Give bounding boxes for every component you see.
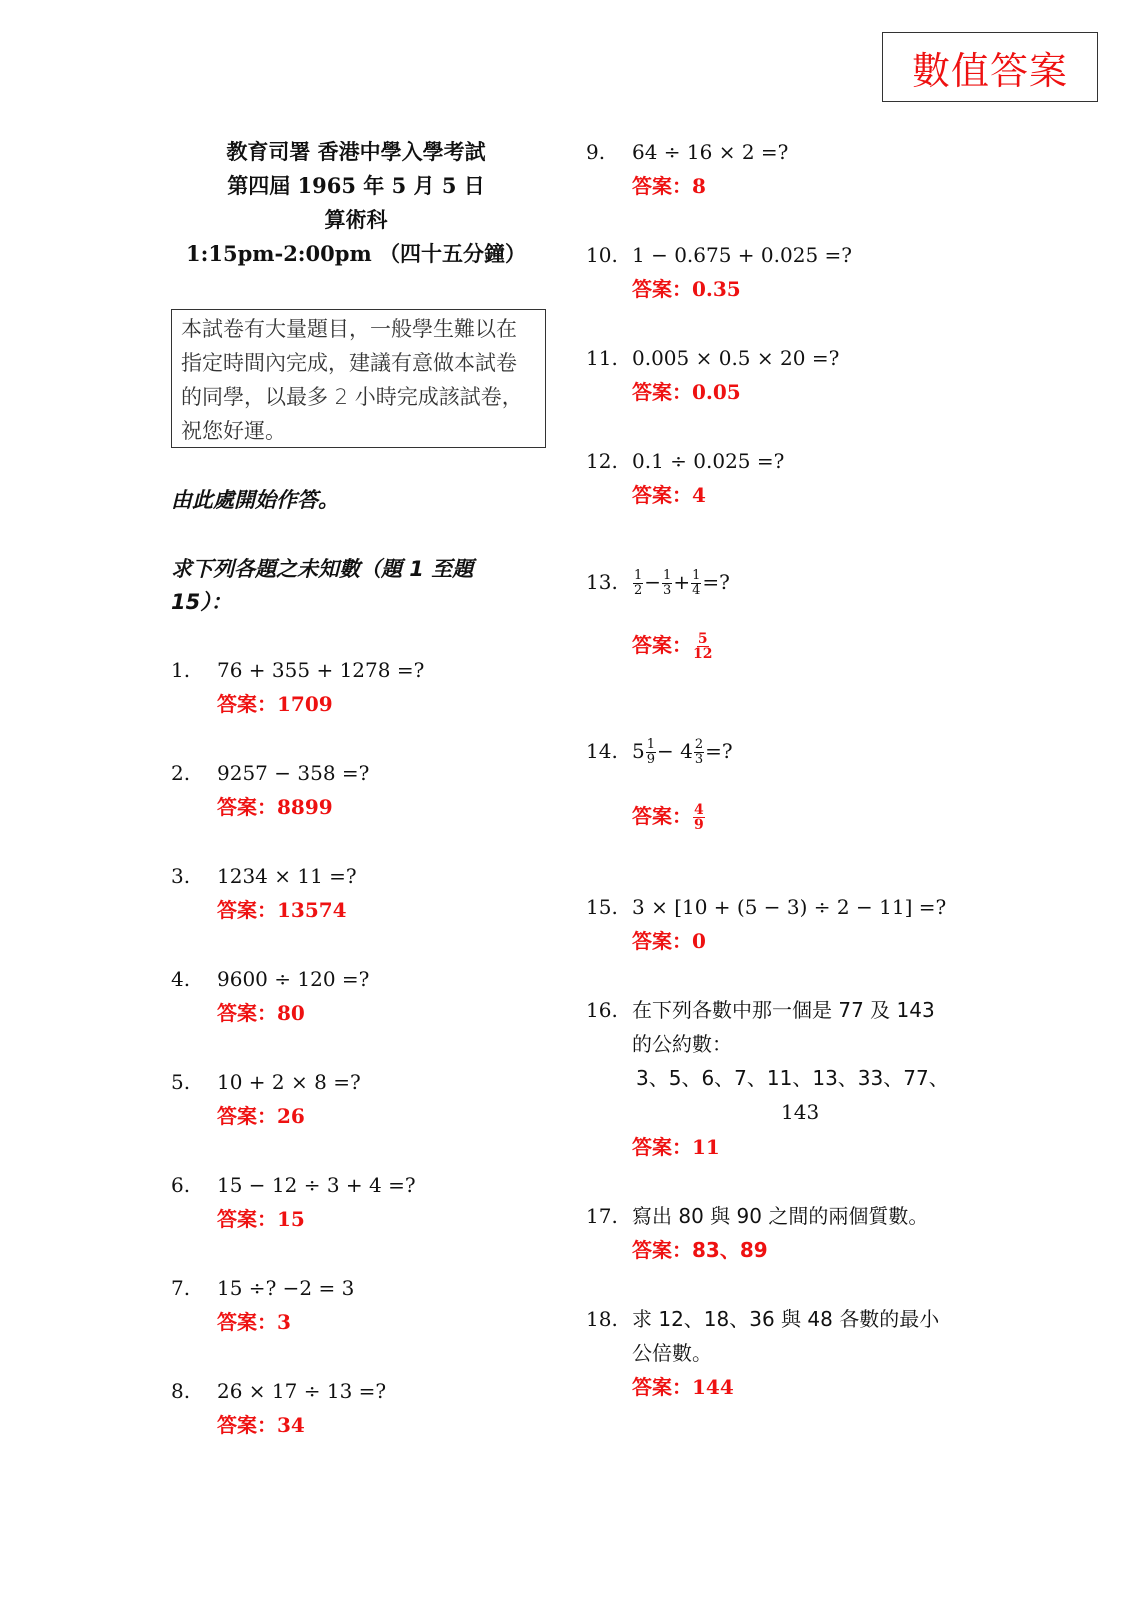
exam-subject: 算術科: [324, 207, 388, 232]
answer-11: [632, 376, 741, 405]
question-text: 64 ÷ 16 × 2 =?: [632, 140, 789, 164]
question-number: 16.: [586, 998, 618, 1022]
answer-label: 答案：: [217, 1104, 277, 1128]
answer-label: 答案：: [217, 1001, 277, 1025]
fraction: $\frac{1}{4}$: [692, 568, 701, 598]
question-text: 寫出 80 與 90 之間的兩個質數。: [632, 1204, 929, 1228]
question-number: 6.: [171, 1173, 191, 1197]
answer-label: 答案：: [217, 795, 277, 819]
answer-value: 11: [692, 1135, 720, 1159]
answer-4: [217, 997, 305, 1026]
answer-15: [632, 925, 706, 954]
answer-value: 4: [692, 483, 706, 507]
start-instruction: 由此處開始作答。: [171, 488, 339, 512]
answer-label: 答案：: [217, 1310, 277, 1334]
question-number: 14.: [586, 739, 618, 763]
answer-9: [632, 170, 706, 199]
question-text: 1 − 0.675 + 0.025 =?: [632, 243, 853, 267]
question-18-line2: 公倍數。: [632, 1341, 712, 1365]
question-16-options-cont: 143: [781, 1100, 820, 1124]
exam-date: 第四屆 1965 年 5 月 5 日: [227, 173, 485, 198]
question-number: 1.: [171, 658, 191, 682]
answer-label: 答案：: [217, 1413, 277, 1437]
question-number: 18.: [586, 1307, 618, 1331]
question-text: 在下列各數中那一個是 77 及 143: [632, 998, 935, 1022]
question-text: 0.1 ÷ 0.025 =?: [632, 449, 785, 473]
answer-label: 答案：: [632, 1375, 692, 1399]
answer-value: 80: [277, 1001, 305, 1025]
answer-value: 3: [277, 1310, 291, 1334]
question-text: 76 + 355 + 1278 =?: [217, 658, 425, 682]
question-text: 1234 × 11 =?: [217, 864, 357, 888]
question-number: 17.: [586, 1204, 618, 1228]
question-text: 15 ÷? −2 = 3: [217, 1276, 355, 1300]
question-number: 12.: [586, 449, 618, 473]
answer-7: [217, 1306, 291, 1335]
answer-fraction: $\frac{4}{9}$: [694, 802, 704, 833]
question-text: 9257 − 358 =?: [217, 761, 370, 785]
question-number: 11.: [586, 346, 618, 370]
answer-label: 答案：: [632, 804, 692, 828]
question-number: 2.: [171, 761, 191, 785]
section-title: 求下列各題之未知數（題 1 至題 15）：: [171, 557, 474, 614]
question-number: 4.: [171, 967, 191, 991]
exam-authority: 教育司署 香港中學入學考試: [226, 139, 486, 164]
answer-label: 答案：: [632, 174, 692, 198]
question-text: 0.005 × 0.5 × 20 =?: [632, 346, 840, 370]
answer-label: 答案：: [217, 1207, 277, 1231]
answer-value: 144: [692, 1375, 734, 1399]
answer-10: [632, 273, 741, 302]
answer-17: [632, 1234, 768, 1263]
exam-note-box: 本試卷有大量題目，一般學生難以在指定時間內完成，建議有意做本試卷的同學，以最多 2 小時完成該試卷，祝您好運。: [171, 309, 546, 448]
fraction: $\frac{1}{3}$: [663, 568, 672, 598]
question-text: $\frac{1}{2}$ − $\frac{1}{3}$ + $\frac{1}{4}$ =?: [634, 568, 730, 598]
fraction: $\frac{1}{2}$: [634, 568, 643, 598]
exam-time: 1:15pm-2:00pm （四十五分鐘）: [185, 241, 526, 266]
answer-label: 答案：: [632, 277, 692, 301]
answer-label: 答案：: [217, 692, 277, 716]
answer-14: [632, 800, 706, 832]
question-number: 7.: [171, 1276, 191, 1300]
answer-label: 答案：: [632, 1135, 692, 1159]
question-16-line2: 的公約數：: [632, 1032, 732, 1056]
answer-label: 答案：: [632, 483, 692, 507]
answer-label: 答案：: [632, 633, 692, 657]
answer-label: 答案：: [632, 380, 692, 404]
answer-value: 15: [277, 1207, 305, 1231]
question-text: 15 − 12 ÷ 3 + 4 =?: [217, 1173, 416, 1197]
answer-value: 1709: [277, 692, 333, 716]
question-number: 3.: [171, 864, 191, 888]
answer-6: [217, 1203, 305, 1232]
question-number: 5.: [171, 1070, 191, 1094]
answer-value: 13574: [277, 898, 347, 922]
answer-value: 0.05: [692, 380, 741, 404]
answer-fraction: $\frac{5}{12}$: [693, 631, 713, 662]
question-text: 26 × 17 ÷ 13 =?: [217, 1379, 387, 1403]
answer-13: [632, 629, 713, 661]
answer-12: [632, 479, 706, 508]
answer-18: [632, 1371, 734, 1400]
fraction: $\frac{1}{9}$: [646, 737, 656, 767]
question-number: 8.: [171, 1379, 191, 1403]
answer-value: 34: [277, 1413, 305, 1437]
answer-value: 26: [277, 1104, 305, 1128]
question-text: 10 + 2 × 8 =?: [217, 1070, 361, 1094]
question-number: 9.: [586, 140, 606, 164]
answer-3: [217, 894, 347, 923]
answer-value: 0: [692, 929, 706, 953]
answer-value: 8899: [277, 795, 333, 819]
answer-label: 答案：: [217, 898, 277, 922]
answer-value: 0.35: [692, 277, 741, 301]
answer-value: 83、89: [692, 1238, 768, 1262]
answer-label: 答案：: [632, 1238, 692, 1262]
answer-2: [217, 791, 333, 820]
question-16-options: 3、5、6、7、11、13、33、77、: [636, 1066, 949, 1090]
question-number: 13.: [586, 570, 618, 594]
question-text: 3 × [10 + (5 − 3) ÷ 2 − 11] =?: [632, 895, 947, 919]
question-number: 10.: [586, 243, 618, 267]
answer-1: [217, 688, 333, 717]
answer-16: [632, 1131, 720, 1160]
question-text: 5 $\frac{1}{9}$ − 4 $\frac{2}{3}$ =?: [632, 737, 733, 767]
question-text: 求 12、18、36 與 48 各數的最小: [632, 1307, 940, 1331]
answer-value: 8: [692, 174, 706, 198]
answer-8: [217, 1409, 305, 1438]
answer-key-stamp: 數值答案: [882, 32, 1098, 102]
answer-label: 答案：: [632, 929, 692, 953]
question-number: 15.: [586, 895, 618, 919]
fraction: $\frac{2}{3}$: [694, 737, 704, 767]
answer-5: [217, 1100, 305, 1129]
question-text: 9600 ÷ 120 =?: [217, 967, 370, 991]
